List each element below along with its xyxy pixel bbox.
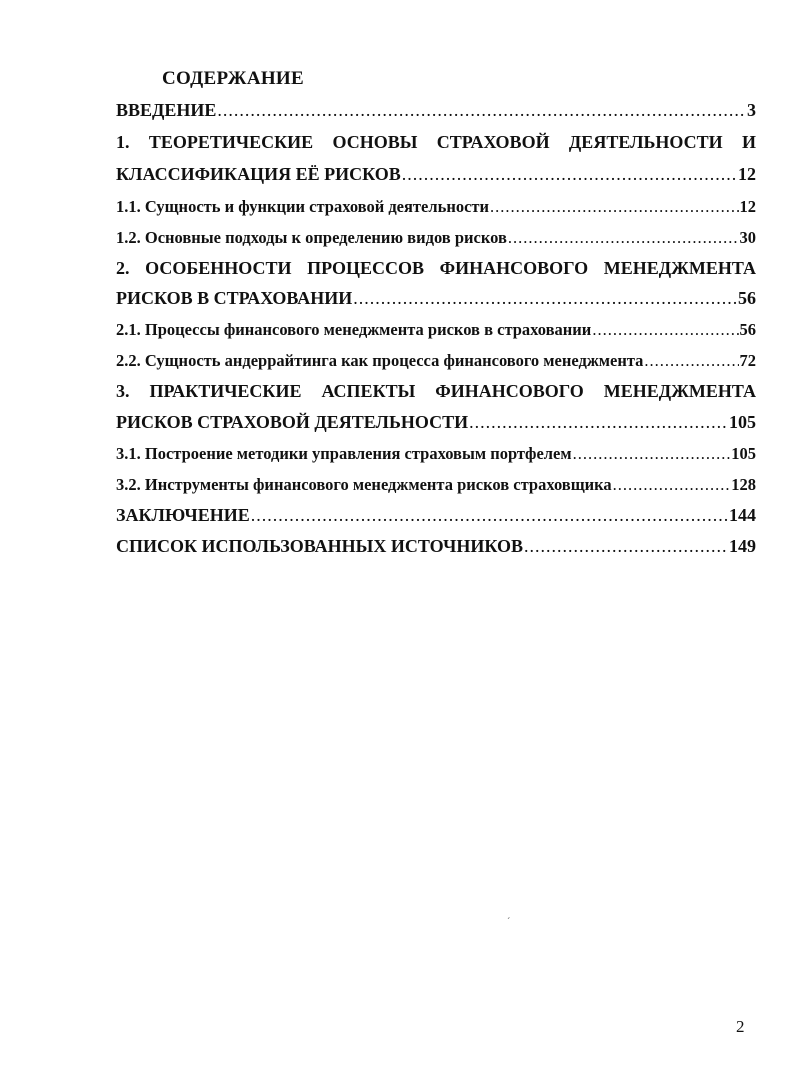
toc-leader-dots: [469, 412, 728, 433]
toc-page-number: 56: [739, 320, 756, 339]
toc-entry-references: [116, 536, 756, 557]
toc-page-number: 56: [738, 288, 756, 308]
toc-entry-title: РИСКОВ В СТРАХОВАНИИ: [116, 288, 353, 308]
toc-entry-title: ЗАКЛЮЧЕНИЕ: [116, 505, 250, 525]
page-number: 2: [736, 1017, 745, 1036]
page-title: СОДЕРЖАНИЕ: [162, 68, 304, 89]
toc-entry-title: КЛАССИФИКАЦИЯ ЕЁ РИСКОВ: [116, 164, 401, 184]
toc-page-number: 30: [739, 228, 756, 247]
toc-page-number: 149: [729, 536, 756, 556]
toc-entry-section-3-2: [116, 475, 756, 495]
toc-entry-title: 3. ПРАКТИЧЕСКИЕ АСПЕКТЫ ФИНАНСОВОГО МЕНЕДЖМЕНТА: [116, 381, 756, 401]
toc-leader-dots: [217, 100, 746, 121]
toc-page-number: 3: [747, 100, 756, 120]
toc-entry-chapter-1-line-1: [116, 132, 756, 153]
toc-entry-section-2-1: [116, 320, 756, 340]
toc-leader-dots: [353, 288, 737, 309]
toc-entry-chapter-3-line-2: [116, 412, 756, 433]
toc-page-number: 72: [739, 351, 756, 370]
toc-entry-title: РИСКОВ СТРАХОВОЙ ДЕЯТЕЛЬНОСТИ: [116, 412, 469, 432]
stray-mark: ´: [507, 917, 511, 928]
toc-leader-dots: [251, 505, 728, 526]
toc-leader-dots: [592, 320, 738, 340]
toc-page-number: 144: [729, 505, 756, 525]
toc-leader-dots: [402, 164, 737, 185]
toc-entry-chapter-2-line-2: [116, 288, 756, 309]
toc-entry-title: 2.1. Процессы финансового менеджмента рисков в страховании: [116, 320, 592, 339]
toc-leader-dots: [490, 197, 738, 217]
toc-page-number: 12: [738, 164, 756, 184]
toc-entry-intro: [116, 100, 756, 121]
toc-entry-section-1-2: [116, 228, 756, 248]
toc-entry-conclusion: [116, 505, 756, 526]
toc-entry-chapter-3-line-1: [116, 381, 756, 402]
toc-entry-title: 1.1. Сущность и функции страховой деятельности: [116, 197, 490, 216]
toc-entry-title: ВВЕДЕНИЕ: [116, 100, 217, 120]
toc-entry-title: 3.2. Инструменты финансового менеджмента рисков страховщика: [116, 475, 612, 494]
toc-entry-chapter-2-line-1: [116, 258, 756, 279]
toc-leader-dots: [573, 444, 731, 464]
toc-entry-title: 1.2. Основные подходы к определению видов рисков: [116, 228, 507, 247]
toc-leader-dots: [508, 228, 739, 248]
toc-page-number: 12: [739, 197, 756, 216]
toc-entry-section-2-2: [116, 351, 756, 371]
toc-page-number: 105: [731, 444, 756, 463]
toc-entry-section-1-1: [116, 197, 756, 217]
toc-page-number: 105: [729, 412, 756, 432]
toc-page-number: 128: [731, 475, 756, 494]
toc-leader-dots: [644, 351, 738, 371]
toc-entry-title: СПИСОК ИСПОЛЬЗОВАННЫХ ИСТОЧНИКОВ: [116, 536, 523, 556]
toc-entry-chapter-1-line-2: [116, 164, 756, 185]
toc-entry-title: 1. ТЕОРЕТИЧЕСКИЕ ОСНОВЫ СТРАХОВОЙ ДЕЯТЕЛЬНОСТИ И: [116, 132, 756, 152]
toc-entry-section-3-1: [116, 444, 756, 464]
toc-entry-title: 3.1. Построение методики управления страховым портфелем: [116, 444, 572, 463]
toc-leader-dots: [524, 536, 728, 557]
toc-leader-dots: [613, 475, 731, 495]
toc-entry-title: 2.2. Сущность андеррайтинга как процесса финансового менеджмента: [116, 351, 644, 370]
toc-entry-title: 2. ОСОБЕННОСТИ ПРОЦЕССОВ ФИНАНСОВОГО МЕНЕДЖМЕНТА: [116, 258, 756, 278]
